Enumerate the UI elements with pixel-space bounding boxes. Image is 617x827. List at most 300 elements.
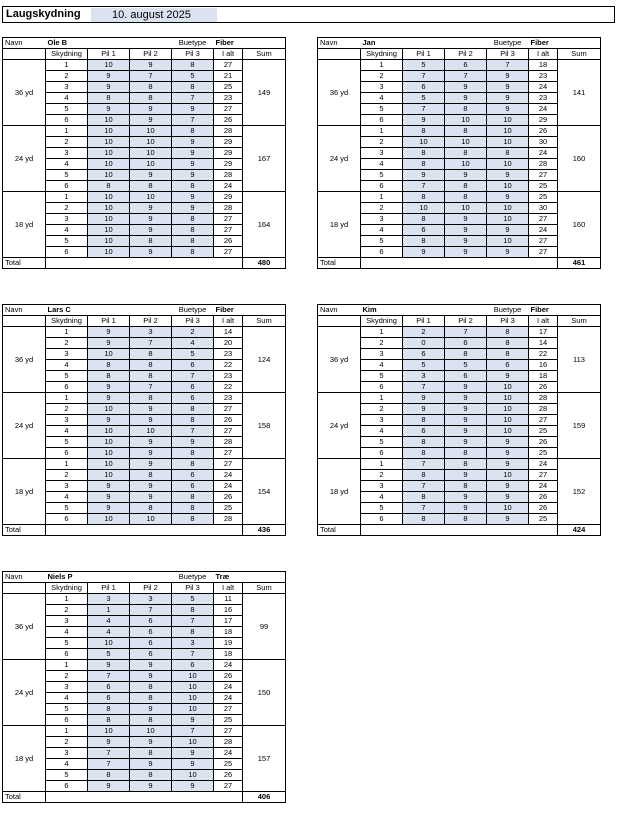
arrow-2-score: 9 [130,481,172,492]
arrow-3-score: 6 [172,393,214,404]
round-total: 18 [529,60,558,71]
round-total: 22 [214,382,243,393]
arrow-3-score: 2 [172,327,214,338]
col-header-total: I alt [214,316,243,327]
arrow-1-score: 8 [88,93,130,104]
round-number: 4 [46,159,88,170]
arrow-3-score: 9 [172,203,214,214]
round-number: 4 [46,759,88,770]
arrow-2-score: 9 [130,247,172,258]
arrow-1-score: 9 [88,781,130,792]
arrow-2-score: 9 [130,115,172,126]
col-header-pil2: Pil 2 [445,316,487,327]
round-total: 28 [214,203,243,214]
round-number: 6 [46,181,88,192]
col-header-pil1: Pil 1 [88,49,130,60]
arrow-3-score: 6 [172,360,214,371]
arrow-3-score: 9 [172,159,214,170]
arrow-2-score: 9 [445,426,487,437]
arrow-3-score: 9 [487,93,529,104]
bow-type-value: Fiber [529,38,558,49]
round-number: 4 [361,93,403,104]
arrow-3-score: 9 [487,481,529,492]
arrow-3-score: 10 [487,203,529,214]
round-number: 3 [361,148,403,159]
arrow-2-score: 8 [130,181,172,192]
arrow-1-score: 7 [403,382,445,393]
arrow-1-score: 9 [88,503,130,514]
arrow-1-score: 6 [403,426,445,437]
arrow-3-score: 9 [172,715,214,726]
blank-cell [361,258,558,269]
round-number: 5 [361,503,403,514]
arrow-3-score: 7 [172,649,214,660]
arrow-2-score: 10 [445,115,487,126]
sheet-title: Laugskydning [6,8,81,20]
arrow-1-score: 10 [88,638,130,649]
arrow-3-score: 7 [172,93,214,104]
distance-label: 18 yd [318,459,361,525]
round-total: 30 [529,137,558,148]
round-number: 1 [46,726,88,737]
arrow-1-score: 7 [88,748,130,759]
arrow-3-score: 7 [172,371,214,382]
arrow-2-score: 8 [130,393,172,404]
arrow-2-score: 10 [130,192,172,203]
arrow-3-score: 10 [487,115,529,126]
blank-cell [3,316,46,327]
arrow-3-score: 9 [487,492,529,503]
col-header-skydning: Skydning [361,49,403,60]
round-total: 23 [214,371,243,382]
round-number: 6 [361,448,403,459]
bow-type-label: Buetype [172,38,214,49]
arrow-1-score: 8 [403,448,445,459]
round-total: 27 [529,214,558,225]
distance-label: 24 yd [318,126,361,192]
arrow-2-score: 9 [445,247,487,258]
table-row [318,393,601,404]
arrow-2-score: 9 [130,415,172,426]
arrow-1-score: 9 [403,247,445,258]
arrow-3-score: 5 [172,594,214,605]
arrow-1-score: 7 [403,104,445,115]
arrow-2-score: 9 [130,781,172,792]
archer-name: Kim [361,305,403,316]
round-number: 3 [46,82,88,93]
arrow-1-score: 10 [88,514,130,525]
round-number: 3 [361,415,403,426]
arrow-2-score: 9 [130,704,172,715]
arrow-2-score: 9 [445,470,487,481]
blank-cell [243,572,286,583]
bow-type-value: Fiber [529,305,558,316]
round-total: 27 [214,60,243,71]
round-total: 29 [214,159,243,170]
round-number: 6 [361,115,403,126]
table-row [3,327,286,338]
arrow-2-score: 9 [130,104,172,115]
arrow-1-score: 10 [403,137,445,148]
arrow-3-score: 10 [172,682,214,693]
table-row [3,594,286,605]
arrow-3-score: 9 [172,192,214,203]
grand-total: 406 [243,792,286,803]
arrow-3-score: 9 [487,514,529,525]
arrow-1-score: 2 [403,327,445,338]
round-number: 3 [361,349,403,360]
arrow-3-score: 9 [487,225,529,236]
distance-sum: 160 [558,126,601,192]
distance-label: 36 yd [318,327,361,393]
col-header-sum: Sum [558,316,601,327]
round-number: 2 [361,404,403,415]
arrow-2-score: 9 [130,225,172,236]
arrow-2-score: 8 [445,448,487,459]
arrow-1-score: 8 [403,236,445,247]
round-total: 26 [214,492,243,503]
arrow-2-score: 6 [130,627,172,638]
col-header-sum: Sum [243,316,286,327]
bow-type-label: Buetype [172,572,214,583]
arrow-1-score: 10 [88,470,130,481]
col-header-pil3: Pil 3 [487,316,529,327]
round-total: 27 [214,404,243,415]
distance-sum: 149 [243,60,286,126]
round-number: 2 [361,203,403,214]
arrow-2-score: 8 [130,693,172,704]
arrow-1-score: 9 [403,115,445,126]
round-total: 19 [214,638,243,649]
table-row [3,660,286,671]
round-total: 26 [214,671,243,682]
distance-sum: 159 [558,393,601,459]
arrow-2-score: 10 [130,126,172,137]
round-number: 4 [46,693,88,704]
arrow-3-score: 8 [172,503,214,514]
round-total: 25 [214,503,243,514]
round-number: 5 [46,104,88,115]
arrow-1-score: 10 [88,437,130,448]
round-number: 2 [361,470,403,481]
arrow-2-score: 3 [130,327,172,338]
round-number: 1 [361,192,403,203]
arrow-1-score: 8 [403,492,445,503]
arrow-3-score: 9 [487,104,529,115]
arrow-2-score: 9 [130,492,172,503]
col-header-pil1: Pil 1 [403,316,445,327]
arrow-1-score: 8 [403,148,445,159]
arrow-3-score: 8 [172,514,214,525]
arrow-3-score: 9 [487,82,529,93]
arrow-3-score: 10 [487,126,529,137]
arrow-3-score: 8 [172,459,214,470]
arrow-1-score: 9 [88,492,130,503]
arrow-3-score: 9 [172,759,214,770]
arrow-1-score: 7 [403,459,445,470]
arrow-3-score: 7 [172,115,214,126]
arrow-3-score: 8 [172,60,214,71]
arrow-2-score: 10 [130,514,172,525]
round-total: 11 [214,594,243,605]
arrow-1-score: 10 [88,726,130,737]
round-number: 3 [361,214,403,225]
arrow-2-score: 5 [445,360,487,371]
col-header-skydning: Skydning [46,316,88,327]
arrow-1-score: 4 [88,627,130,638]
arrow-2-score: 9 [445,225,487,236]
grand-total: 436 [243,525,286,536]
arrow-1-score: 10 [88,247,130,258]
col-header-pil2: Pil 2 [445,49,487,60]
arrow-1-score: 6 [403,225,445,236]
sheet-header [2,6,615,23]
round-total: 26 [529,503,558,514]
round-number: 3 [46,748,88,759]
arrow-1-score: 10 [88,236,130,247]
arrow-1-score: 9 [88,104,130,115]
arrow-3-score: 7 [487,60,529,71]
table-row [3,393,286,404]
arrow-2-score: 9 [445,393,487,404]
round-number: 5 [361,437,403,448]
round-total: 28 [214,437,243,448]
arrow-1-score: 7 [88,671,130,682]
arrow-2-score: 9 [130,459,172,470]
arrow-2-score: 8 [130,715,172,726]
arrow-3-score: 8 [487,148,529,159]
blank-cell [88,305,172,316]
round-number: 1 [46,327,88,338]
arrow-3-score: 10 [487,214,529,225]
arrow-3-score: 7 [172,426,214,437]
table-row [318,192,601,203]
round-total: 28 [214,126,243,137]
round-number: 6 [46,649,88,660]
arrow-2-score: 10 [445,137,487,148]
arrow-3-score: 8 [172,236,214,247]
arrow-1-score: 9 [403,393,445,404]
arrow-2-score: 8 [445,349,487,360]
round-total: 27 [214,781,243,792]
arrow-1-score: 8 [88,715,130,726]
arrow-1-score: 10 [88,148,130,159]
arrow-2-score: 9 [130,203,172,214]
distance-label: 36 yd [3,60,46,126]
distance-sum: 160 [558,192,601,258]
arrow-1-score: 10 [88,192,130,203]
arrow-1-score: 9 [88,415,130,426]
arrow-2-score: 7 [445,327,487,338]
arrow-2-score: 9 [130,671,172,682]
round-number: 3 [46,415,88,426]
arrow-3-score: 10 [172,737,214,748]
arrow-2-score: 9 [445,503,487,514]
distance-sum: 157 [243,726,286,792]
arrow-1-score: 0 [403,338,445,349]
arrow-1-score: 10 [88,159,130,170]
distance-label: 24 yd [318,393,361,459]
round-number: 3 [361,82,403,93]
blank-cell [88,572,172,583]
arrow-1-score: 6 [403,349,445,360]
round-number: 6 [46,247,88,258]
arrow-1-score: 1 [88,605,130,616]
round-total: 27 [214,448,243,459]
round-number: 1 [46,459,88,470]
arrow-1-score: 10 [88,349,130,360]
distance-label: 24 yd [3,660,46,726]
arrow-3-score: 5 [172,349,214,360]
col-header-pil3: Pil 3 [172,583,214,594]
round-number: 4 [46,360,88,371]
col-header-pil3: Pil 3 [172,49,214,60]
arrow-3-score: 9 [172,437,214,448]
arrow-1-score: 10 [88,60,130,71]
round-number: 1 [46,660,88,671]
arrow-2-score: 9 [445,382,487,393]
round-total: 24 [529,481,558,492]
round-total: 17 [529,327,558,338]
grand-total: 480 [243,258,286,269]
arrow-1-score: 10 [88,225,130,236]
distance-sum: 164 [243,192,286,258]
blank-cell [46,525,243,536]
archer-name: Niels P [46,572,88,583]
round-number: 1 [46,60,88,71]
arrow-1-score: 8 [403,437,445,448]
grand-total: 424 [558,525,601,536]
arrow-3-score: 6 [487,360,529,371]
round-number: 3 [46,214,88,225]
arrow-3-score: 8 [172,181,214,192]
event-date: 10. august 2025 [91,8,217,22]
blank-cell [46,258,243,269]
arrow-1-score: 9 [88,737,130,748]
round-total: 27 [214,225,243,236]
round-number: 6 [361,514,403,525]
arrow-3-score: 9 [487,247,529,258]
round-number: 5 [46,638,88,649]
col-header-total: I alt [529,316,558,327]
arrow-1-score: 6 [88,693,130,704]
round-total: 28 [529,393,558,404]
arrow-2-score: 8 [445,181,487,192]
round-total: 27 [214,104,243,115]
arrow-1-score: 10 [88,459,130,470]
table-row [318,459,601,470]
table-row [3,726,286,737]
arrow-3-score: 10 [487,503,529,514]
bow-type-label: Buetype [487,305,529,316]
round-number: 6 [46,382,88,393]
round-number: 2 [46,605,88,616]
arrow-1-score: 5 [403,60,445,71]
arrow-2-score: 6 [445,371,487,382]
round-number: 1 [46,126,88,137]
round-number: 4 [361,159,403,170]
arrow-1-score: 9 [88,382,130,393]
distance-label: 36 yd [3,327,46,393]
archer-scorecard [2,37,286,269]
arrow-1-score: 8 [88,704,130,715]
arrow-3-score: 8 [172,627,214,638]
round-total: 24 [529,82,558,93]
arrow-3-score: 8 [172,448,214,459]
round-total: 24 [214,660,243,671]
round-total: 24 [214,481,243,492]
table-row [3,459,286,470]
round-number: 5 [361,371,403,382]
round-number: 6 [46,514,88,525]
bow-type-value: Fiber [214,38,243,49]
arrow-2-score: 10 [445,159,487,170]
arrow-2-score: 6 [445,60,487,71]
distance-sum: 113 [558,327,601,393]
arrow-1-score: 5 [403,93,445,104]
round-number: 4 [361,492,403,503]
arrow-3-score: 10 [487,426,529,437]
round-total: 14 [214,327,243,338]
arrow-1-score: 8 [403,470,445,481]
bow-type-value: Fiber [214,305,243,316]
arrow-3-score: 8 [172,126,214,137]
arrow-3-score: 9 [487,371,529,382]
arrow-1-score: 8 [403,126,445,137]
arrow-3-score: 10 [172,704,214,715]
arrow-1-score: 10 [88,448,130,459]
round-total: 27 [214,247,243,258]
round-number: 6 [46,781,88,792]
distance-label: 36 yd [318,60,361,126]
arrow-2-score: 8 [130,349,172,360]
round-total: 17 [214,616,243,627]
arrow-3-score: 3 [172,638,214,649]
arrow-1-score: 8 [403,415,445,426]
round-total: 25 [529,514,558,525]
arrow-3-score: 6 [172,382,214,393]
arrow-1-score: 7 [403,481,445,492]
round-total: 28 [214,514,243,525]
arrow-2-score: 9 [130,660,172,671]
col-header-pil2: Pil 2 [130,49,172,60]
arrow-3-score: 8 [172,82,214,93]
col-header-sum: Sum [243,583,286,594]
arrow-2-score: 8 [130,748,172,759]
round-total: 27 [529,470,558,481]
arrow-2-score: 10 [130,137,172,148]
round-number: 2 [46,203,88,214]
round-total: 29 [529,115,558,126]
round-number: 4 [361,225,403,236]
round-number: 3 [46,616,88,627]
round-number: 5 [46,704,88,715]
col-header-pil1: Pil 1 [88,316,130,327]
arrow-2-score: 10 [445,203,487,214]
table-row [318,60,601,71]
distance-sum: 154 [243,459,286,525]
arrow-3-score: 9 [172,137,214,148]
round-total: 27 [529,236,558,247]
arrow-1-score: 3 [88,594,130,605]
round-number: 4 [46,627,88,638]
arrow-1-score: 9 [88,481,130,492]
distance-label: 18 yd [3,192,46,258]
distance-sum: 152 [558,459,601,525]
round-number: 6 [46,448,88,459]
archer-name: Jan [361,38,403,49]
arrow-3-score: 8 [487,349,529,360]
